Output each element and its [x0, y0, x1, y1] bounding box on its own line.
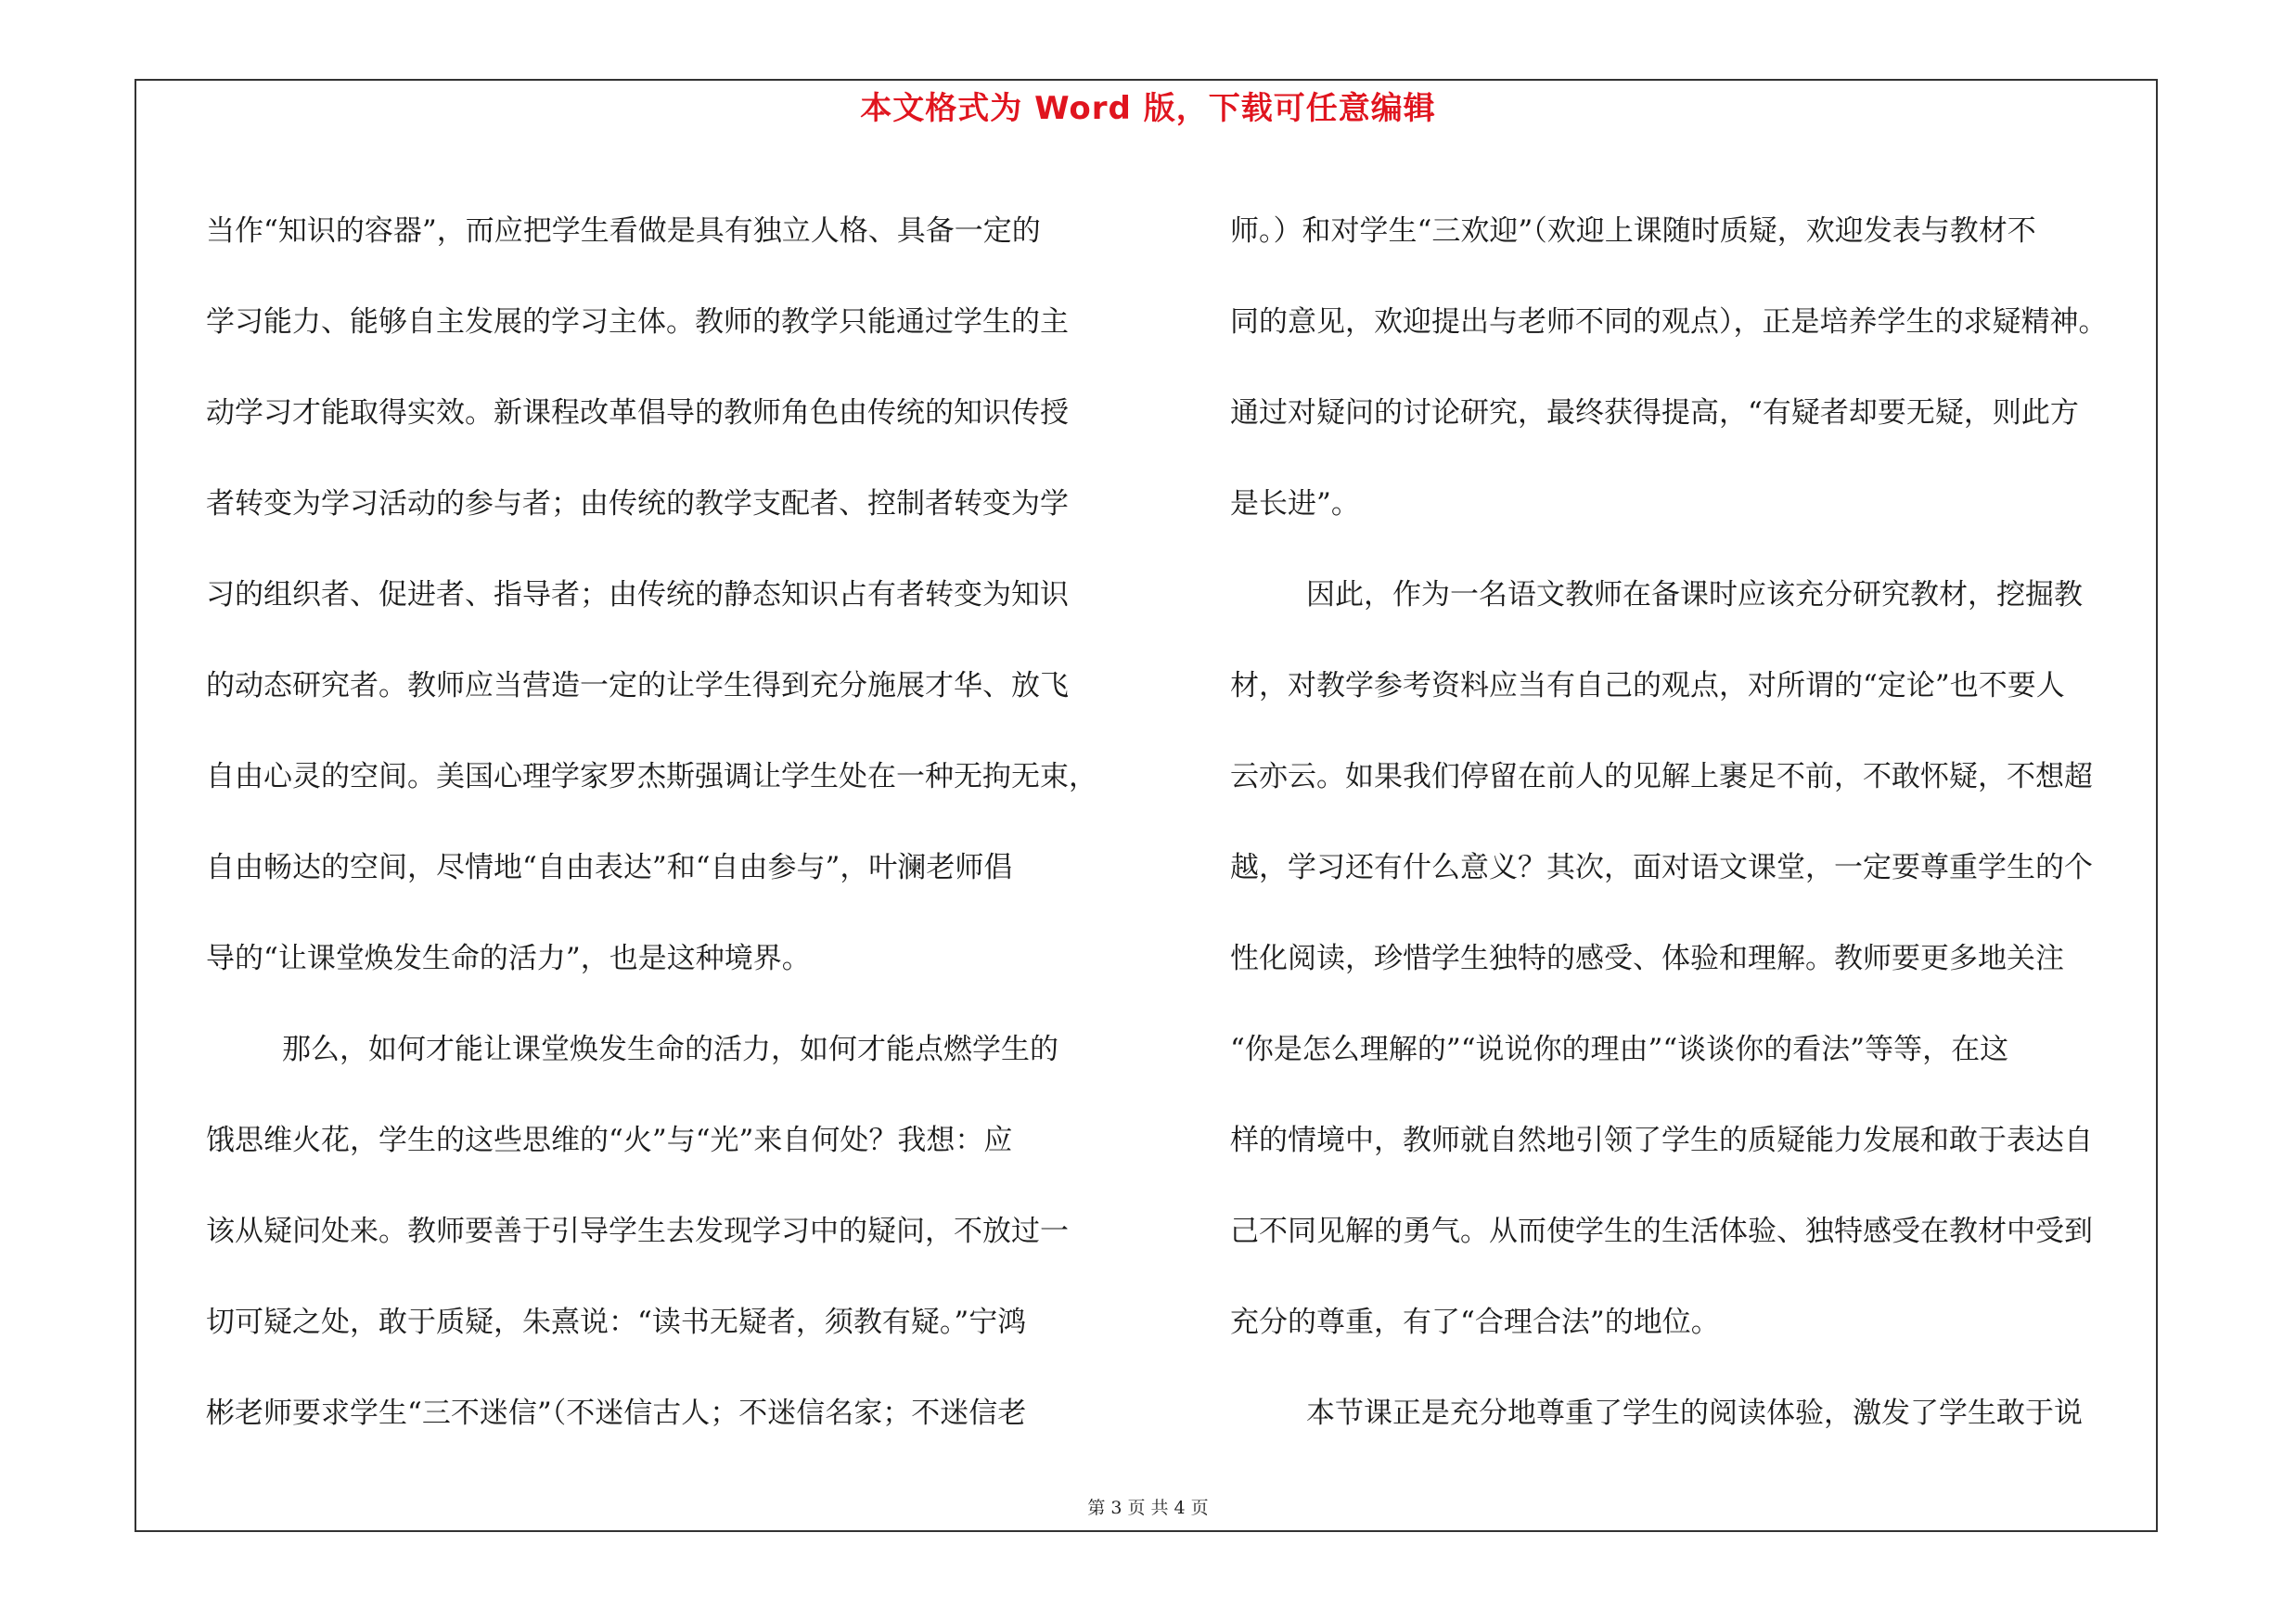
- text-line: 那么，如何才能让课堂焕发生命的活力，如何才能点燃学生的: [282, 1033, 1058, 1066]
- text-line: 学习能力、能够自主发展的学习主体。教师的教学只能通过学生的主: [206, 305, 1069, 339]
- page-number-footer: 第 3 页 共 4 页: [1087, 1498, 1209, 1518]
- text-line: 己不同见解的勇气。从而使学生的生活体验、独特感受在教材中受到: [1230, 1215, 2093, 1248]
- right-text-column: [1230, 186, 2148, 1459]
- text-line: 当作“知识的容器”，而应把学生看做是具有独立人格、具备一定的: [206, 214, 1041, 248]
- text-line: 自由心灵的空间。美国心理学家罗杰斯强调让学生处在一种无拘无束，: [206, 760, 1097, 793]
- text-line: 饿思维火花，学生的这些思维的“火”与“光”来自何处？我想：应: [206, 1124, 1013, 1157]
- text-line: 自由畅达的空间，尽情地“自由表达”和“自由参与”，叶澜老师倡: [206, 851, 1013, 884]
- text-line: 材，对教学参考资料应当有自己的观点，对所谓的“定论”也不要人: [1230, 669, 2065, 702]
- text-line: 是长进”。: [1230, 487, 1360, 521]
- text-line: 同的意见，欢迎提出与老师不同的观点），正是培养学生的求疑精神。: [1230, 305, 2108, 339]
- text-line: 样的情境中，教师就自然地引领了学生的质疑能力发展和敢于表达自: [1230, 1124, 2093, 1157]
- text-line: 本节课正是充分地尊重了学生的阅读体验，激发了学生敢于说: [1306, 1397, 2083, 1430]
- text-line: 云亦云。如果我们停留在前人的见解上裹足不前，不敢怀疑，不想超: [1230, 760, 2093, 793]
- text-line: 越，学习还有什么意义？其次，面对语文课堂，一定要尊重学生的个: [1230, 851, 2093, 884]
- text-line: 彬老师要求学生“三不迷信”（不迷信古人；不迷信名家；不迷信老: [206, 1397, 1027, 1430]
- text-line: 该从疑问处来。教师要善于引导学生去发现学习中的疑问，不放过一: [206, 1215, 1069, 1248]
- left-text-column: [206, 186, 1124, 1459]
- text-line: 因此，作为一名语文教师在备课时应该充分研究教材，挖掘教: [1306, 578, 2083, 612]
- text-line: 充分的尊重，有了“合理合法”的地位。: [1230, 1306, 1720, 1339]
- format-banner: 本文格式为 Word 版，下载可任意编辑: [860, 90, 1436, 127]
- text-line: 导的“让课堂焕发生命的活力”，也是这种境界。: [206, 942, 811, 975]
- text-line: 性化阅读，珍惜学生独特的感受、体验和理解。教师要更多地关注: [1230, 942, 2064, 975]
- text-line: 习的组织者、促进者、指导者；由传统的静态知识占有者转变为知识: [206, 578, 1069, 612]
- text-line: 通过对疑问的讨论研究，最终获得提高，“有疑者却要无疑，则此方: [1230, 396, 2079, 430]
- text-line: 的动态研究者。教师应当营造一定的让学生得到充分施展才华、放飞: [206, 669, 1069, 702]
- text-line: “你是怎么理解的”“说说你的理由”“谈谈你的看法”等等，在这: [1230, 1033, 2009, 1066]
- text-line: 动学习才能取得实效。新课程改革倡导的教师角色由传统的知识传授: [206, 396, 1069, 430]
- text-line: 师。）和对学生“三欢迎”（欢迎上课随时质疑，欢迎发表与教材不: [1230, 214, 2036, 248]
- text-line: 者转变为学习活动的参与者；由传统的教学支配者、控制者转变为学: [206, 487, 1069, 521]
- text-line: 切可疑之处，敢于质疑，朱熹说：“读书无疑者，须教有疑。”宁鸿: [206, 1306, 1027, 1339]
